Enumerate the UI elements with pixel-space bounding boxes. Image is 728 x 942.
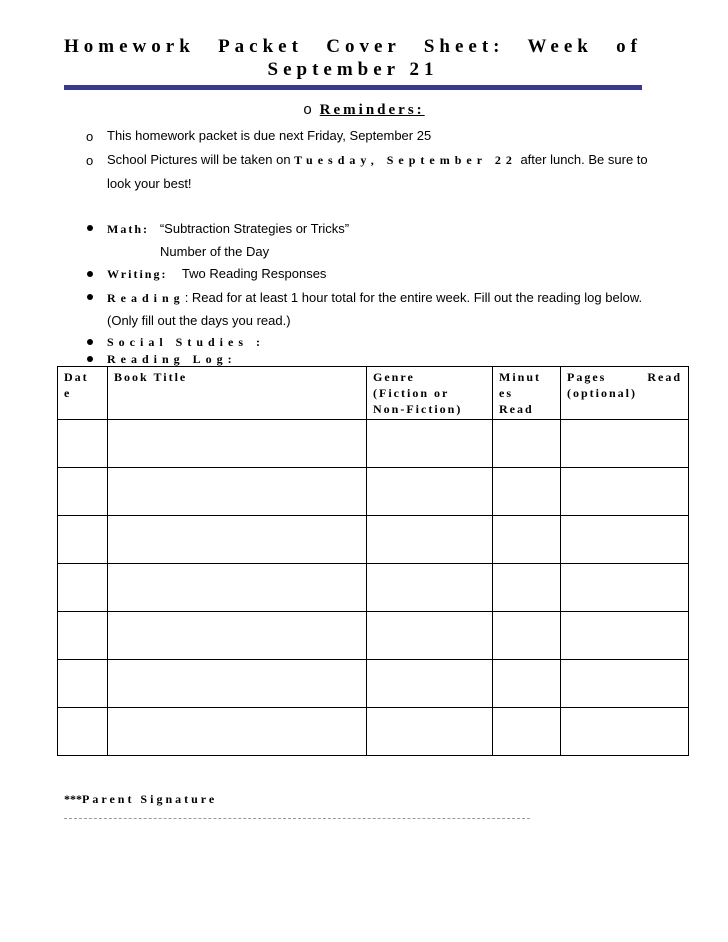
hollow-bullet-icon: o bbox=[86, 129, 94, 144]
pages-cell[interactable] bbox=[561, 564, 689, 612]
picture-date: Tuesday, September 22 bbox=[294, 153, 517, 167]
page-title-date: September 21 bbox=[267, 59, 439, 80]
reading-log-table bbox=[57, 366, 689, 756]
reminders-label: Reminders: bbox=[319, 102, 425, 118]
date-cell[interactable] bbox=[58, 612, 108, 660]
table-row bbox=[58, 420, 689, 468]
genre-cell[interactable] bbox=[367, 564, 493, 612]
reminders-heading bbox=[0, 101, 728, 119]
title-divider bbox=[64, 85, 642, 90]
book-title-cell[interactable] bbox=[108, 516, 367, 564]
pages-cell[interactable] bbox=[561, 612, 689, 660]
hollow-bullet-icon: o bbox=[303, 101, 312, 118]
header-minutes: Minut es Read bbox=[493, 367, 561, 420]
genre-cell[interactable] bbox=[367, 612, 493, 660]
reminder-due-date: This homework packet is due next Friday, September 25 bbox=[107, 128, 432, 143]
table-row bbox=[58, 660, 689, 708]
minutes-cell[interactable] bbox=[493, 468, 561, 516]
book-title-cell[interactable] bbox=[108, 468, 367, 516]
page-title: Homework Packet Cover Sheet: Week of bbox=[64, 36, 642, 57]
table-row bbox=[58, 564, 689, 612]
table-row bbox=[58, 516, 689, 564]
minutes-cell[interactable] bbox=[493, 660, 561, 708]
date-cell[interactable] bbox=[58, 660, 108, 708]
header-date: Dat e bbox=[58, 367, 108, 420]
minutes-cell[interactable] bbox=[493, 708, 561, 756]
pages-cell[interactable] bbox=[561, 468, 689, 516]
minutes-cell[interactable] bbox=[493, 420, 561, 468]
minutes-cell[interactable] bbox=[493, 516, 561, 564]
pages-cell[interactable] bbox=[561, 516, 689, 564]
table-row bbox=[58, 708, 689, 756]
header-genre: Genre (Fiction or Non-Fiction) bbox=[367, 367, 493, 420]
math-assignment: Math: “Subtraction Strategies or Tricks” bbox=[107, 221, 350, 236]
pages-cell[interactable] bbox=[561, 420, 689, 468]
book-title-cell[interactable] bbox=[108, 708, 367, 756]
genre-cell[interactable] bbox=[367, 660, 493, 708]
date-cell[interactable] bbox=[58, 516, 108, 564]
pages-cell[interactable] bbox=[561, 708, 689, 756]
date-cell[interactable] bbox=[58, 420, 108, 468]
book-title-cell[interactable] bbox=[108, 564, 367, 612]
reading-log-label: Reading Log: bbox=[107, 352, 237, 366]
hollow-bullet-icon: o bbox=[86, 153, 94, 168]
bullet-icon bbox=[87, 339, 93, 345]
pages-cell[interactable] bbox=[561, 660, 689, 708]
genre-cell[interactable] bbox=[367, 516, 493, 564]
book-title-cell[interactable] bbox=[108, 660, 367, 708]
table-row bbox=[58, 468, 689, 516]
parent-signature-label: ***Parent Signature bbox=[64, 792, 218, 806]
date-cell[interactable] bbox=[58, 708, 108, 756]
bullet-icon bbox=[87, 294, 93, 300]
social-studies-label: Social Studies : bbox=[107, 335, 266, 349]
bullet-icon bbox=[87, 356, 93, 362]
minutes-cell[interactable] bbox=[493, 564, 561, 612]
minutes-cell[interactable] bbox=[493, 612, 561, 660]
bullet-icon bbox=[87, 225, 93, 231]
genre-cell[interactable] bbox=[367, 468, 493, 516]
date-cell[interactable] bbox=[58, 468, 108, 516]
reading-assignment: Reading: Read for at least 1 hour total for the entire week. Fill out the reading log below. bbox=[107, 290, 643, 305]
reminder-continuation: look your best! bbox=[107, 176, 192, 191]
signature-line[interactable] bbox=[64, 818, 530, 819]
table-row bbox=[58, 612, 689, 660]
table-header-row bbox=[58, 367, 689, 420]
genre-cell[interactable] bbox=[367, 420, 493, 468]
reading-assignment-note: (Only fill out the days you read.) bbox=[107, 313, 291, 328]
book-title-cell[interactable] bbox=[108, 420, 367, 468]
date-cell[interactable] bbox=[58, 564, 108, 612]
header-book-title: Book Title bbox=[108, 367, 367, 420]
book-title-cell[interactable] bbox=[108, 612, 367, 660]
writing-assignment: Writing: Two Reading Responses bbox=[107, 266, 327, 281]
genre-cell[interactable] bbox=[367, 708, 493, 756]
reminder-school-pictures: School Pictures will be taken on Tuesday, September 22 after lunch. Be sure to bbox=[107, 152, 648, 167]
reading-log-body bbox=[58, 420, 689, 756]
math-assignment-2: Number of the Day bbox=[160, 244, 270, 259]
header-pages: Pages Read (optional) bbox=[561, 367, 689, 420]
bullet-icon bbox=[87, 271, 93, 277]
